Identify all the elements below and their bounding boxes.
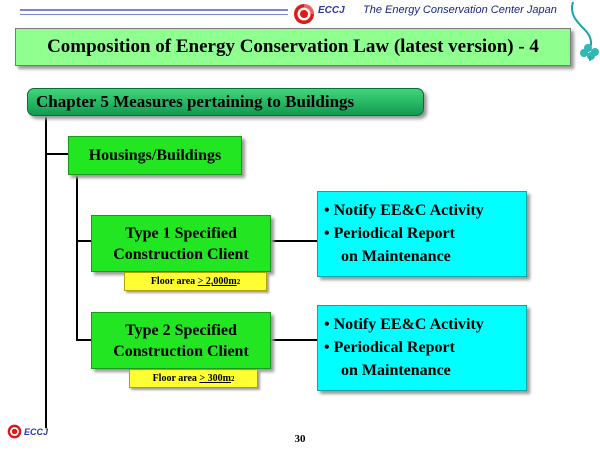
type1-line2: Construction Client bbox=[113, 245, 249, 263]
type1-floor-area-badge: Floor area > 2,000m 2 bbox=[124, 272, 267, 291]
type1-area-value: > 2,000m bbox=[197, 276, 237, 287]
type2-duty-report-cont: on Maintenance bbox=[341, 362, 451, 379]
connector-type1-duties bbox=[269, 240, 318, 242]
type2-line2: Construction Client bbox=[113, 342, 249, 360]
type1-duty-notify: • Notify EE&C Activity bbox=[324, 202, 484, 219]
type2-client-box bbox=[91, 312, 271, 369]
connector-housing-vertical bbox=[76, 173, 78, 341]
header-rule-bottom bbox=[20, 14, 288, 15]
connector-main-vertical bbox=[45, 116, 47, 428]
connector-to-housing bbox=[45, 153, 69, 155]
page-number: 30 bbox=[294, 433, 306, 445]
connector-type2-duties bbox=[269, 339, 318, 341]
connector-to-type2 bbox=[76, 339, 92, 341]
type1-duties-box bbox=[317, 191, 527, 277]
type1-client-box bbox=[91, 215, 271, 272]
header-brand: ECCJ bbox=[318, 5, 345, 16]
page-title: Composition of Energy Conservation Law (latest version) - 4 bbox=[15, 28, 571, 66]
type1-duty-report-cont: on Maintenance bbox=[341, 248, 451, 265]
type2-area-value: > 300m bbox=[199, 373, 231, 384]
type2-line1: Type 2 Specified bbox=[125, 321, 237, 339]
type2-duty-report: • Periodical Report bbox=[324, 339, 455, 356]
type2-duty-notify: • Notify EE&C Activity bbox=[324, 316, 484, 333]
type1-duty-report: • Periodical Report bbox=[324, 225, 455, 242]
type2-floor-area-badge: Floor area > 300m 2 bbox=[129, 369, 258, 388]
type2-area-label: Floor area bbox=[152, 373, 197, 384]
connector-to-type1 bbox=[76, 240, 92, 242]
eccj-logo-icon bbox=[293, 3, 315, 25]
eccj-logo-icon bbox=[7, 424, 22, 439]
organization-name: The Energy Conservation Center Japan bbox=[363, 4, 557, 16]
type1-area-label: Floor area bbox=[150, 276, 196, 287]
type1-line1: Type 1 Specified bbox=[125, 224, 237, 242]
type2-duties-box bbox=[317, 305, 527, 391]
category-housings-buildings: Housings/Buildings bbox=[68, 136, 242, 175]
chapter-heading: Chapter 5 Measures pertaining to Buildings bbox=[27, 88, 424, 116]
header-rule-top bbox=[20, 9, 288, 11]
footer-brand: ECCJ bbox=[24, 427, 49, 437]
